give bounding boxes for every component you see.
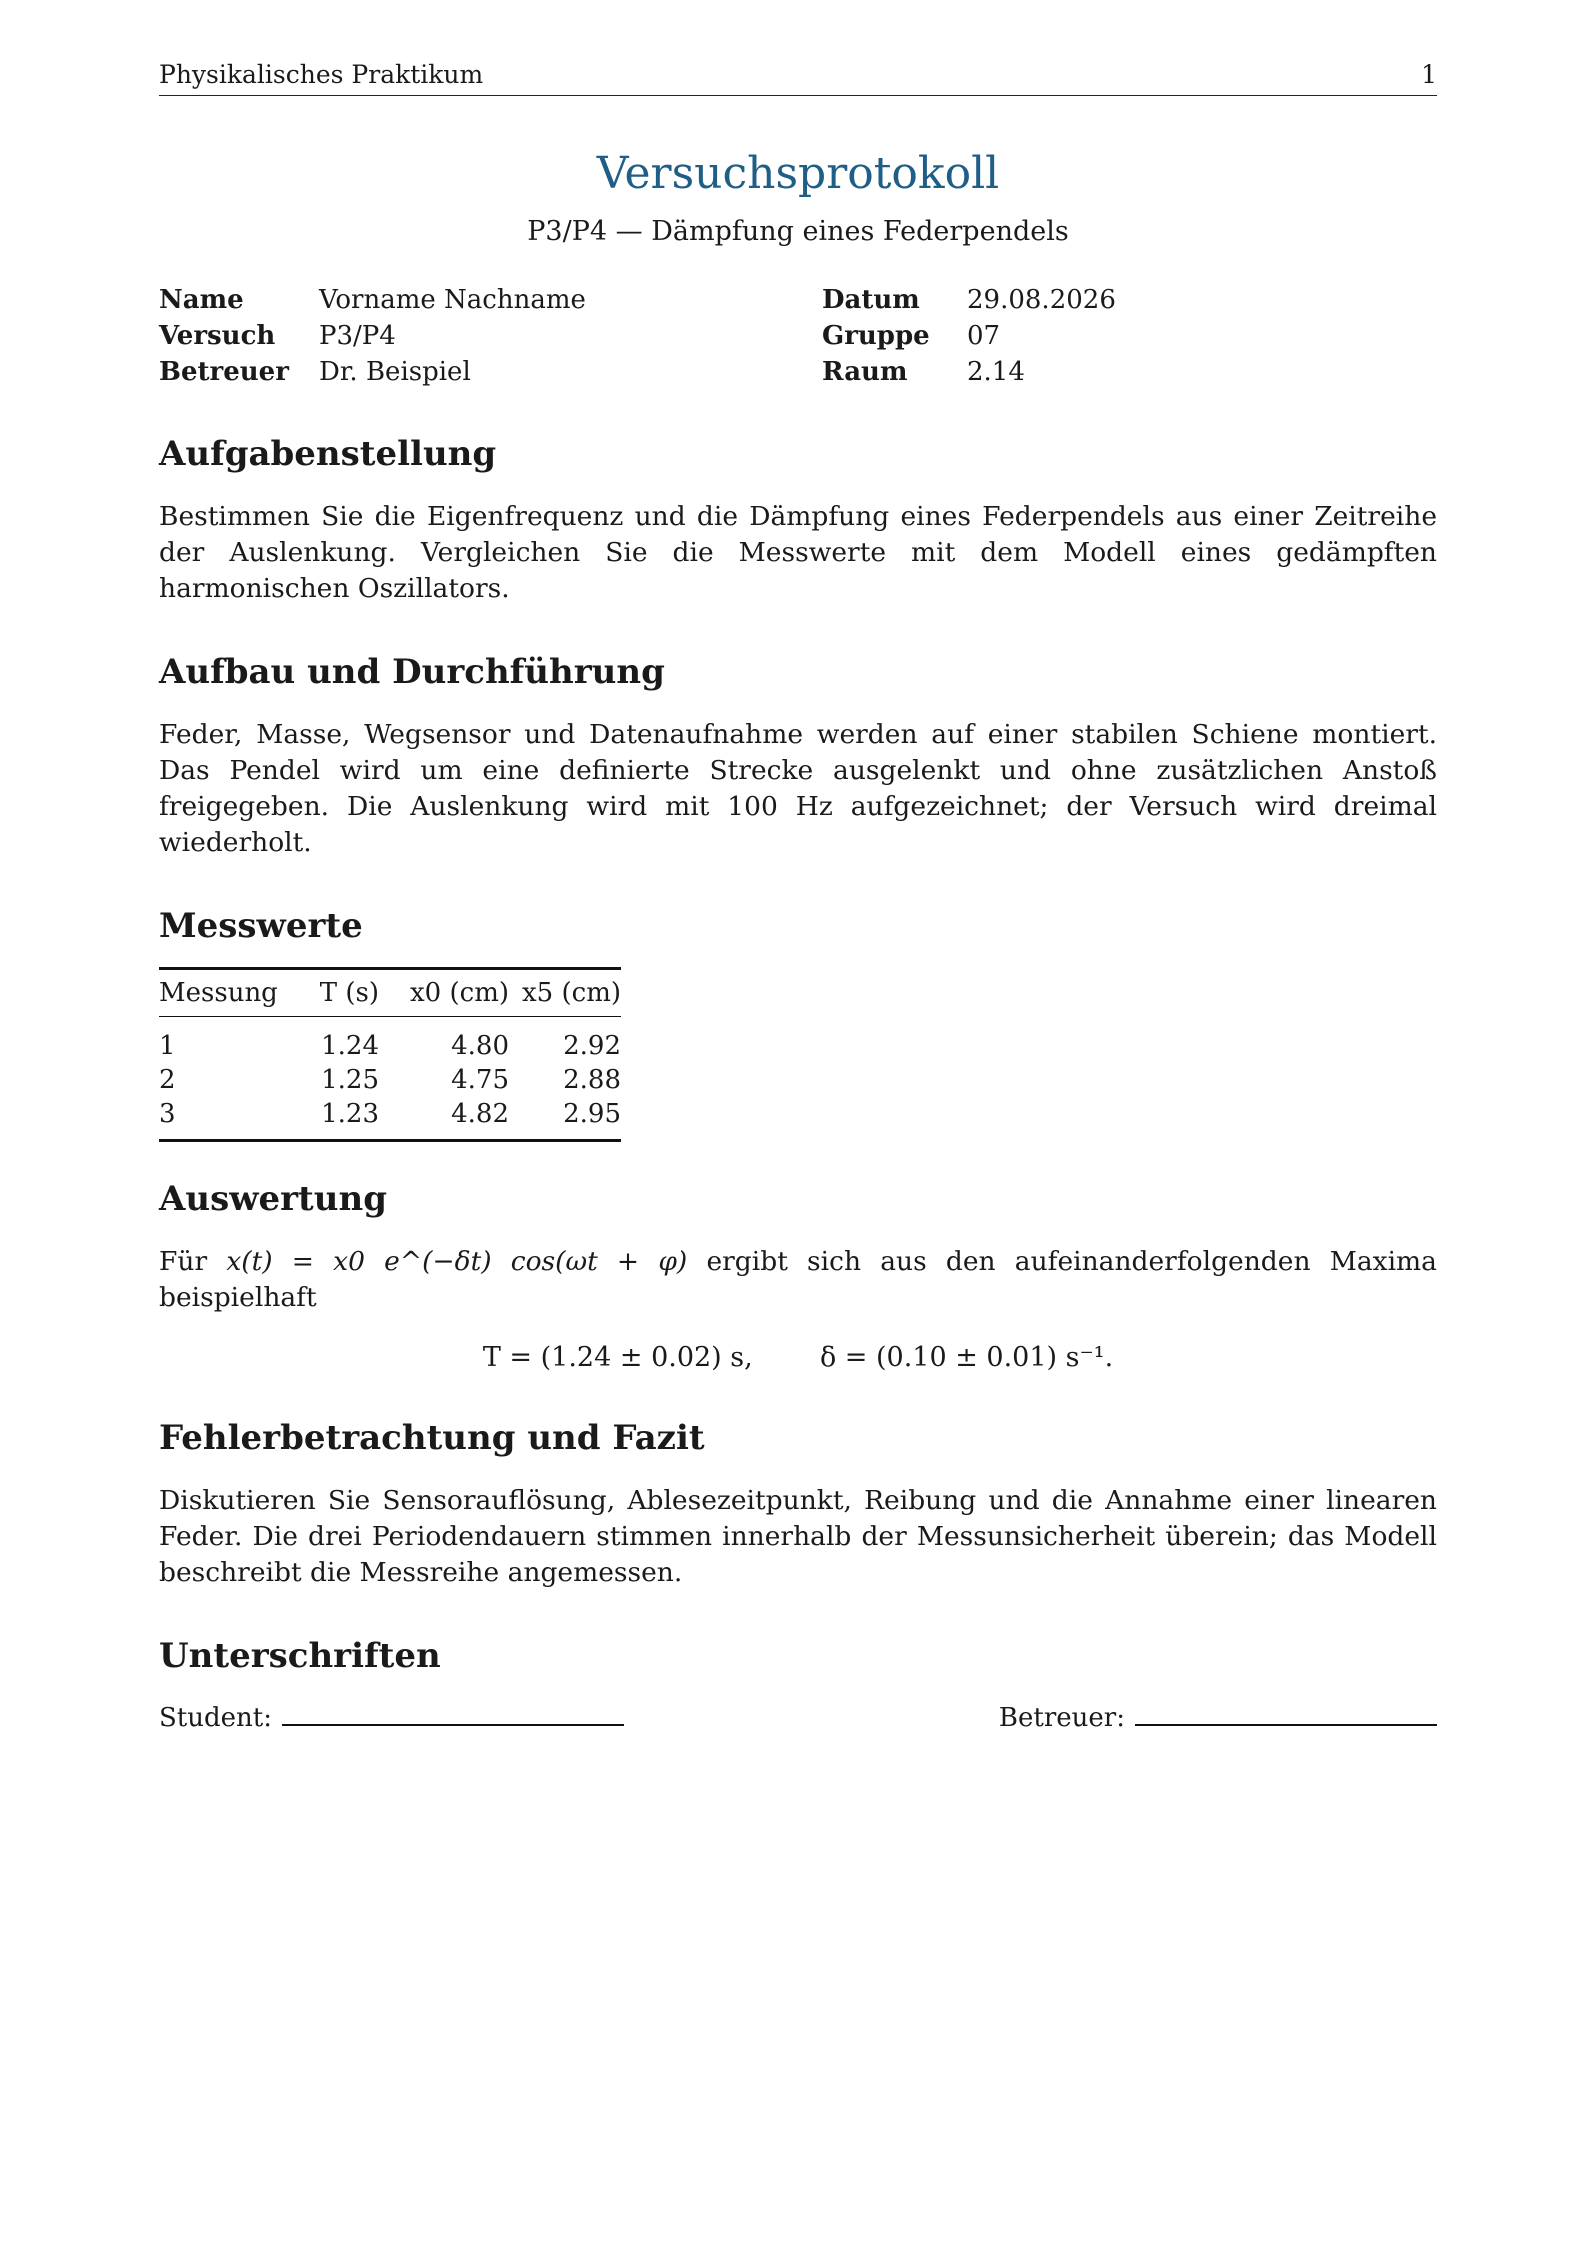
table-header-row (159, 969, 621, 1017)
section-auswertung (159, 1179, 1437, 1373)
table-cell: 4.75 (451, 1065, 509, 1095)
section-fazit (159, 1418, 1437, 1591)
table-cell: 1.23 (294, 1097, 379, 1141)
table-cell: 2.88 (563, 1065, 621, 1095)
table-cell: 3 (159, 1097, 294, 1141)
course-name: Physikalisches Praktikum (159, 60, 484, 89)
measurement-table (159, 967, 621, 1142)
document-subtitle: P3/P4 — Dämpfung eines Federpendels (527, 216, 1069, 247)
signature-row (159, 1703, 1437, 1733)
student-signature-label: Student: (159, 1703, 272, 1733)
section-text (159, 1244, 1437, 1316)
result-damping: δ = (0.10 ± 0.01) s⁻¹. (819, 1342, 1114, 1373)
section-text: Feder, Masse, Wegsensor und Datenaufnahme werden auf einer stabilen Schiene montiert. Das Pendel wird um eine definierte Strecke ausgelenkt und ohne zusätzlichen Anstoß freigegeben. Die Auslenkung wird mit 100 Hz aufgezeichnet; der Versuch wird dreimal wiederholt. (159, 719, 1437, 858)
section-aufgabenstellung (159, 434, 1437, 607)
section-heading: Unterschriften (159, 1636, 441, 1676)
section-messwerte (159, 906, 1437, 1142)
versuch-value: P3/P4 (319, 321, 396, 351)
betreuer-signature-line[interactable] (1135, 1720, 1437, 1726)
table-cell: 2.95 (509, 1097, 621, 1141)
result-equation (159, 1342, 1437, 1373)
column-header-period: T (s) (294, 969, 379, 1017)
versuch-label: Versuch (159, 321, 276, 351)
table-cell: 2 (159, 1065, 176, 1095)
table-row (159, 1097, 621, 1141)
section-unterschriften (159, 1636, 1437, 1733)
column-header-x5: x5 (cm) (509, 969, 621, 1017)
section-text: Diskutieren Sie Sensorauflösung, Ablesezeitpunkt, Reibung und die Annahme einer linearen Feder. Die drei Periodendauern stimmen innerhalb der Messunsicherheit überein; das Modell beschreibt die Messreihe angemessen. (159, 1485, 1437, 1588)
raum-label: Raum (822, 357, 908, 387)
document-title: Versuchsprotokoll (596, 148, 1000, 199)
column-header-messung: Messung (159, 969, 294, 1017)
section-heading: Aufbau und Durchführung (159, 652, 665, 692)
result-period: T = (1.24 ± 0.02) s, (482, 1342, 753, 1373)
section-text: Bestimmen Sie die Eigenfrequenz und die Dämpfung eines Federpendels aus einer Zeitreihe der Auslenkung. Vergleichen Sie die Messwerte mit dem Modell eines gedämpften harmonischen Oszillators. (159, 501, 1437, 604)
text-suffix: ergibt sich aus den aufeinanderfolgenden Maxima beispielhaft (159, 1246, 1437, 1313)
datum-value: 29.08.2026 (967, 285, 1116, 315)
section-heading: Aufgabenstellung (159, 434, 497, 474)
text-prefix: Für (159, 1246, 208, 1277)
name-value: Vorname Nachname (319, 285, 586, 315)
page-header (159, 60, 1437, 96)
section-heading: Messwerte (159, 906, 363, 946)
betreuer-signature (999, 1703, 1437, 1733)
gruppe-value: 07 (967, 321, 1001, 351)
table-cell: 1 (159, 1031, 176, 1061)
model-formula: x(t) = x0 e^(−δt) cos(ωt + φ) (226, 1246, 688, 1277)
table-row (159, 1017, 621, 1064)
table-cell: 4.80 (451, 1031, 509, 1061)
page-number: 1 (1421, 60, 1437, 89)
name-label: Name (159, 285, 244, 315)
column-header-x0: x0 (cm) (379, 969, 509, 1017)
betreuer-value: Dr. Beispiel (319, 357, 471, 387)
raum-value: 2.14 (967, 357, 1025, 387)
table-cell: 2.92 (563, 1031, 621, 1061)
student-signature (159, 1703, 624, 1733)
table-cell: 1.25 (321, 1065, 379, 1095)
table-row (159, 1063, 621, 1097)
section-heading: Auswertung (159, 1179, 387, 1219)
section-aufbau (159, 652, 1437, 861)
meta-info-block (159, 285, 1437, 395)
table-cell: 4.82 (379, 1097, 509, 1141)
table-cell: 1.24 (321, 1031, 379, 1061)
datum-label: Datum (822, 285, 920, 315)
gruppe-label: Gruppe (822, 321, 930, 351)
section-heading: Fehlerbetrachtung und Fazit (159, 1418, 705, 1458)
document-page (159, 60, 1437, 1733)
betreuer-label: Betreuer (159, 357, 289, 387)
betreuer-signature-label: Betreuer: (998, 1703, 1125, 1733)
student-signature-line[interactable] (282, 1720, 624, 1726)
